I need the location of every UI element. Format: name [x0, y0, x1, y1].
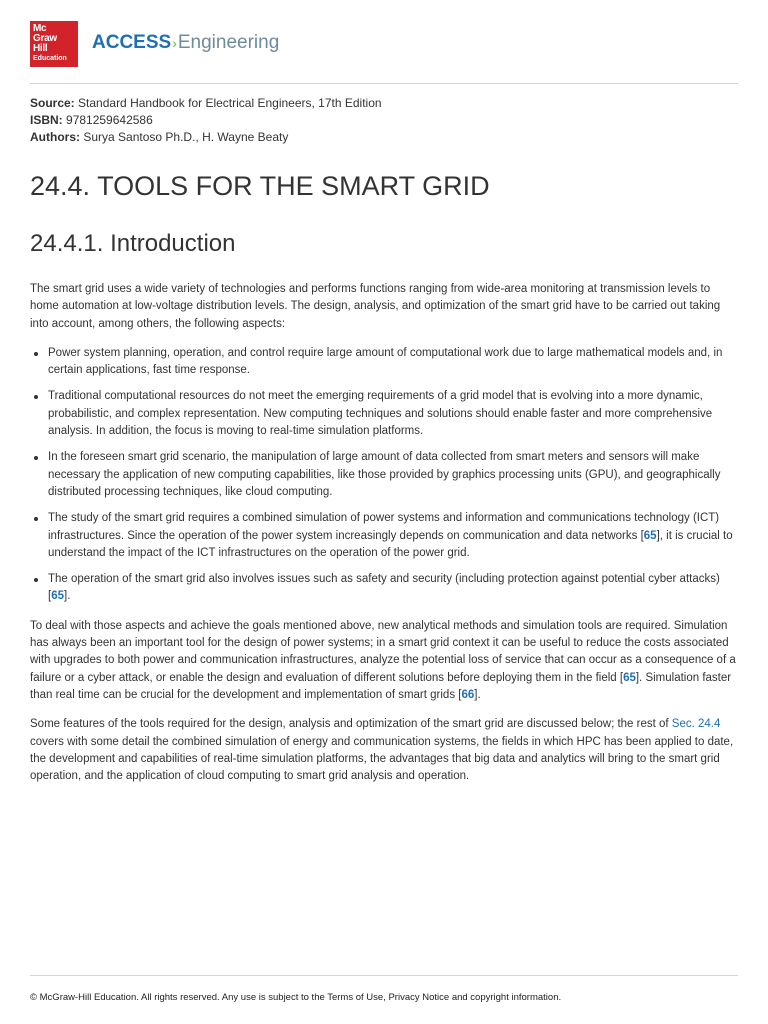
footer-divider — [30, 975, 738, 976]
list-item-text: ]. — [64, 590, 71, 603]
isbn-line — [30, 112, 738, 129]
copyright-footer: © McGraw-Hill Education. All rights reserved. Any use is subject to the Terms of Use, Privacy Notice and copyright information. — [30, 992, 562, 1003]
overview-paragraph — [30, 716, 740, 785]
source-label: Source: — [30, 96, 75, 110]
logo-text-line4: Education — [33, 55, 67, 62]
authors-label: Authors: — [30, 130, 80, 144]
list-item: In the foreseen smart grid scenario, the manipulation of large amount of data collected from smart meters and sensors will make necessary the application of new computing capabilities, like those provided by graphics processing units (GPU), and geographically distributed processing techniques, like cloud computing. — [48, 449, 740, 501]
citation-link-65[interactable]: 65 — [643, 529, 657, 542]
list-item — [48, 510, 740, 562]
list-item-text: The study of the smart grid requires a combined simulation of power systems and information and communications technology (ICT) infrastructures. Since the operation of the power system increasingly depends on communication and data networks [ — [48, 512, 720, 542]
list-item — [48, 571, 740, 606]
intro-paragraph: The smart grid uses a wide variety of technologies and performs functions ranging from wide-area monitoring at transmission levels to home automation at low-voltage distribution levels. The design, analysis, and optimization of the smart grid have to be carried out taking into account, among others, the following aspects: — [30, 283, 721, 330]
authors-line — [30, 129, 738, 146]
citation-link-66[interactable]: 66 — [461, 688, 475, 701]
subsection-title: 24.4.1. Introduction — [30, 230, 236, 257]
paragraph-text: ]. Simulation faster than real time can be crucial for the development and implementation of smart grids [ — [30, 671, 732, 701]
access-engineering-logo[interactable] — [92, 32, 279, 54]
citation-link-65[interactable]: 65 — [623, 671, 636, 684]
paragraph-text: covers with some detail the combined simulation of energy and communication systems, the fields in which HPC has been applied to date, the development and capabilities of real-time simulation platforms, the advantages that big data and analytics will bring to the smart grid operation, and the application of cloud computing to smart grid analysis and operation. — [30, 735, 734, 783]
citation-link-65[interactable]: 65 — [51, 590, 64, 603]
paragraph-text: Some features of the tools required for the design, analysis and optimization of the smart grid are discussed below; the rest of — [30, 718, 672, 731]
simulation-paragraph — [30, 618, 740, 704]
article-body — [30, 281, 740, 797]
chevron-right-icon: › — [172, 35, 177, 51]
brand-engineering-text: Engineering — [177, 32, 280, 53]
source-line — [30, 95, 738, 112]
site-header — [30, 21, 738, 83]
list-item: Traditional computational resources do not meet the emerging requirements of a grid model that is evolving into a more dynamic, probabilistic, and complex representation. New computing techniques and solutions should enable faster and more comprehensive analysis. In addition, the focus is moving to real-time simulation platforms. — [48, 388, 740, 440]
mcgraw-hill-logo[interactable] — [30, 21, 78, 67]
aspects-list — [30, 345, 740, 606]
paragraph-text: ]. — [474, 688, 481, 701]
paragraph-text: To deal with those aspects and achieve the goals mentioned above, new analytical methods and simulation tools are required. Simulation has always been an important tool for the design of power systems; in a smart grid context it can be useful to reduce the costs associated with upgrades to both power and communication infrastructures, analyze the potential loss of service that can occur as a consequence of a failure or a cyber attack, or enable the design and evaluation of different solutions before deploying them in the field [ — [30, 619, 736, 684]
logo-text-line1: Mc — [33, 23, 47, 34]
source-metadata — [30, 95, 738, 146]
logo-text-line3: Hill — [33, 43, 48, 54]
section-link[interactable]: Sec. 24.4 — [671, 718, 721, 731]
list-item-text: ], it is crucial to understand the impact of the ICT infrastructures on the operation of the power grid. — [48, 529, 733, 559]
header-divider — [30, 83, 738, 84]
authors-value: Surya Santoso Ph.D., H. Wayne Beaty — [83, 130, 289, 144]
brand-access-text: ACCESS — [92, 32, 172, 53]
section-title: 24.4. TOOLS FOR THE SMART GRID — [30, 171, 490, 201]
isbn-label: ISBN: — [30, 113, 63, 127]
source-value: Standard Handbook for Electrical Engineers, 17th Edition — [78, 96, 382, 110]
logo-text-line2: Graw — [33, 33, 57, 44]
list-item: Power system planning, operation, and control require large amount of computational work due to large mathematical models and, in certain applications, fast time response. — [48, 345, 740, 380]
list-item-text: The operation of the smart grid also involves issues such as safety and security (including protection against potential cyber attacks) [ — [48, 573, 720, 603]
isbn-value: 9781259642586 — [66, 113, 153, 127]
